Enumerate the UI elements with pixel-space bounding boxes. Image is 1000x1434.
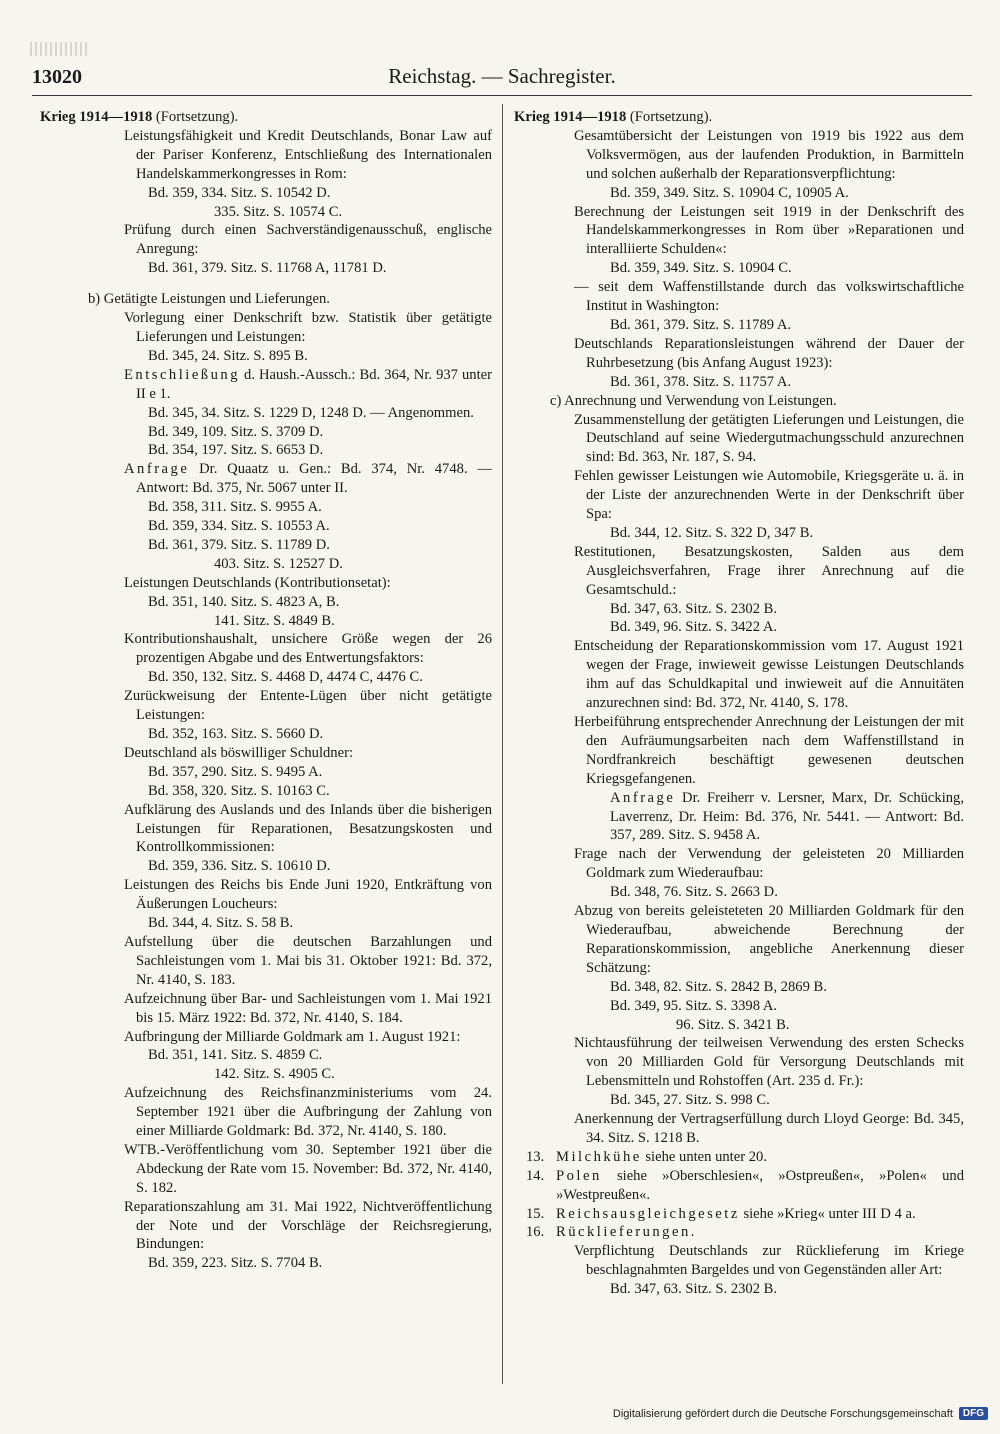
- entry-text: Kontributionshaushalt, unsichere Größe wegen der 26 prozentigen Abgabe und des Entwertungsfaktors:: [124, 631, 492, 667]
- entry-keyword: Milchkühe: [556, 1148, 642, 1165]
- index-entry: [40, 801, 492, 858]
- entry-text: 335. Sitz. S. 10574 C.: [214, 203, 343, 220]
- right-column: [514, 108, 964, 1299]
- section-heading: [40, 290, 492, 309]
- entry-text: Bd. 359, 223. Sitz. S. 7704 B.: [148, 1255, 323, 1272]
- reference-line: [40, 441, 492, 460]
- entry-text: Bd. 348, 76. Sitz. S. 2663 D.: [610, 884, 778, 901]
- index-entry: [514, 845, 964, 883]
- entry-text: Bd. 344, 12. Sitz. S. 322 D, 347 B.: [610, 524, 814, 541]
- entry-text: Entschließung: [124, 366, 240, 383]
- reference-line: [40, 423, 492, 442]
- entry-text: Aufzeichnung des Reichsfinanzministeriums vom 24. September 1921 über die Aufbringung der Zahlung von einer Milliarde Goldmark: Bd. 372, Nr. 4140, S. 180.: [124, 1085, 492, 1140]
- reference-line: [514, 883, 964, 902]
- index-entry: [514, 335, 964, 373]
- entry-text: Zurückweisung der Entente-Lügen über nicht getätigte Leistungen:: [124, 688, 492, 724]
- entry-body: [556, 1223, 964, 1242]
- page-number: 13020: [32, 66, 82, 88]
- entry-body: [556, 1205, 964, 1224]
- entry-text: d. Haush.-Aussch.: Bd. 364, Nr. 937 unter II e 1.: [136, 366, 492, 402]
- entry-number: 14.: [526, 1167, 545, 1184]
- index-entry: [40, 933, 492, 990]
- reference-line: [40, 593, 492, 612]
- entry-text: Entscheidung der Reparationskommission vom 17. August 1921 wegen der Frage, inwieweit gewisse Leistungen Deutschlands ihm auf das Schuldkapital und inwieweit auf die Annuitäten anzurechnen sind: Bd. 372, Nr. 4140, S. 178.: [574, 638, 964, 712]
- entry-text: Aufzeichnung über Bar- und Sachleistungen vom 1. Mai 1921 bis 15. März 1922: Bd. 372, Nr. 4140, S. 184.: [124, 990, 492, 1026]
- entry-text: Aufklärung des Auslands und des Inlands über die bisherigen Leistungen für Reparationen, Besatzungskosten und Kontrollkommissionen:: [124, 801, 492, 856]
- entry-text: Leistungen des Reichs bis Ende Juni 1920, Entkräftung von Äußerungen Loucheurs:: [124, 877, 492, 913]
- entry-text: Leistungsfähigkeit und Kredit Deutschlands, Bonar Law auf der Pariser Konferenz, Entschließung des Internationalen Handelskammerkongresses in Rom:: [124, 127, 492, 182]
- reference-line: [40, 1046, 492, 1065]
- reference-line: [514, 1091, 964, 1110]
- entry-text: siehe »Krieg« unter III D 4 a.: [739, 1205, 916, 1222]
- entry-text: Bd. 359, 336. Sitz. S. 10610 D.: [148, 858, 331, 875]
- entry-text: Anerkennung der Vertragserfüllung durch Lloyd George: Bd. 345, 34. Sitz. S. 1218 B.: [574, 1111, 964, 1146]
- entry-heading: [40, 108, 492, 127]
- reference-line: [40, 517, 492, 536]
- entry-text: Bd. 345, 24. Sitz. S. 895 B.: [148, 347, 308, 364]
- entry-text: Bd. 345, 27. Sitz. S. 998 C.: [610, 1092, 770, 1109]
- entry-text: WTB.-Veröffentlichung vom 30. September 1921 über die Abdeckung der Rate vom 15. November: Bd. 372, Nr. 4140, S. 182.: [124, 1141, 492, 1196]
- index-entry: [514, 1034, 964, 1091]
- index-entry: [40, 309, 492, 347]
- entry-text: Bd. 350, 132. Sitz. S. 4468 D, 4474 C, 4476 C.: [148, 669, 423, 686]
- index-entry: [514, 278, 964, 316]
- index-entry: [40, 221, 492, 259]
- entry-text: b) Getätigte Leistungen und Lieferungen.: [88, 291, 330, 308]
- entry-text: Reparationszahlung am 31. Mai 1922, Nichtveröffentlichung der Note und der Vorschläge der Reichsregierung, Bindungen:: [124, 1198, 492, 1253]
- entry-text: Bd. 358, 320. Sitz. S. 10163 C.: [148, 782, 330, 799]
- entry-text: Zusammenstellung der getätigten Lieferungen und Leistungen, die Deutschland auf seine Wiedergutmachungsschuld anzurechnen sind: Bd. 363, Nr. 187, S. 94.: [574, 411, 964, 466]
- entry-text: Prüfung durch einen Sachverständigenausschuß, englische Anregung:: [124, 222, 492, 258]
- entry-text: c) Anrechnung und Verwendung von Leistungen.: [550, 392, 837, 409]
- reference-line: [514, 600, 964, 619]
- entry-text: Verpflichtung Deutschlands zur Rücklieferung im Kriege beschlagnahmten Bargeldes und von Gegenständen aller Art:: [574, 1243, 964, 1279]
- index-entry: [514, 637, 964, 713]
- numbered-entry: [514, 1167, 964, 1205]
- left-column: [40, 108, 492, 1273]
- column-divider: [502, 104, 503, 1384]
- reference-line: [40, 536, 492, 555]
- spacer: [40, 278, 492, 290]
- reference-line: [514, 1016, 964, 1035]
- entry-text: (Fortsetzung).: [626, 109, 713, 125]
- entry-text: Bd. 361, 378. Sitz. S. 11757 A.: [610, 373, 792, 390]
- entry-text: Bd. 351, 140. Sitz. S. 4823 A, B.: [148, 593, 340, 610]
- entry-text: Abzug von bereits geleisteteten 20 Milliarden Goldmark für den Wiederaufbau, abweichende Berechnung der Reparationskommission, angebliche Anerkennung dieser Schätzung:: [574, 903, 964, 976]
- entry-text: Berechnung der Leistungen seit 1919 in der Denkschrift des Handelskammerkongresses in Rom über »Reparationen und interalliierte Schulden«:: [574, 203, 964, 258]
- page-header: [32, 62, 972, 98]
- reference-line: [40, 555, 492, 574]
- entry-text: Bd. 344, 4. Sitz. S. 58 B.: [148, 915, 294, 932]
- reference-line: [40, 184, 492, 203]
- entry-text: Bd. 358, 311. Sitz. S. 9955 A.: [148, 499, 322, 516]
- entry-keyword: Rücklieferungen.: [556, 1224, 697, 1241]
- running-head: Reichstag. — Sachregister.: [388, 64, 616, 88]
- entry-text: Bd. 349, 96. Sitz. S. 3422 A.: [610, 619, 778, 636]
- footer: [613, 1407, 988, 1420]
- entry-text: Bd. 347, 63. Sitz. S. 2302 B.: [610, 600, 778, 617]
- index-entry: [514, 1110, 964, 1148]
- index-entry: [40, 630, 492, 668]
- entry-text: Bd. 357, 290. Sitz. S. 9495 A.: [148, 763, 323, 780]
- entry-text: siehe unten unter 20.: [641, 1148, 767, 1165]
- reference-line: [514, 316, 964, 335]
- reference-line: [514, 259, 964, 278]
- footer-credit: Digitalisierung gefördert durch die Deutsche Forschungsgemeinschaft: [612, 1407, 953, 1420]
- entry-body: [556, 1167, 964, 1205]
- entry-heading: [514, 108, 964, 127]
- index-entry: [40, 574, 492, 593]
- entry-text: Bd. 354, 197. Sitz. S. 6653 D.: [148, 442, 324, 459]
- entry-text: Bd. 359, 349. Sitz. S. 10904 C, 10905 A.: [610, 184, 849, 201]
- entry-text: Bd. 361, 379. Sitz. S. 11789 D.: [148, 536, 330, 553]
- reference-line: [514, 373, 964, 392]
- reference-line: [40, 782, 492, 801]
- index-entry: [514, 411, 964, 468]
- entry-text: Dr. Quaatz u. Gen.: Bd. 374, Nr. 4748. — Antwort: Bd. 375, Nr. 5067 unter II.: [136, 461, 492, 497]
- index-entry: [40, 1198, 492, 1255]
- entry-text: Dr. Freiherr v. Lersner, Marx, Dr. Schücking, Laverrenz, Dr. Heim: Bd. 376, Nr. 5441. — Antwort: Bd. 357, 289. Sitz. S. 9458 A.: [610, 789, 964, 844]
- reference-line: [40, 1254, 492, 1273]
- reference-line: [40, 259, 492, 278]
- heading-keyword: Krieg 1914—1918: [40, 109, 153, 125]
- index-entry: [514, 467, 964, 524]
- index-entry: [40, 366, 492, 404]
- index-entry: [514, 203, 964, 260]
- entry-text: Gesamtübersicht der Leistungen von 1919 bis 1922 aus dem Volksvermögen, aus der laufenden Produktion, in Barmitteln und solchen außerhalb der Reparationsverpflichtung:: [574, 127, 964, 182]
- entry-number: 15.: [526, 1205, 545, 1222]
- entry-text: 141. Sitz. S. 4849 B.: [214, 612, 335, 629]
- entry-keyword: Reichsausgleichgesetz: [556, 1205, 740, 1222]
- entry-text: Bd. 348, 82. Sitz. S. 2842 B, 2869 B.: [610, 978, 827, 995]
- reference-line: [40, 857, 492, 876]
- index-entry: [40, 990, 492, 1028]
- entry-keyword: Polen: [556, 1167, 602, 1184]
- entry-text: Bd. 345, 34. Sitz. S. 1229 D, 1248 D. — Angenommen.: [148, 404, 474, 421]
- index-entry: [40, 1141, 492, 1198]
- reference-line: [40, 668, 492, 687]
- index-entry: [40, 127, 492, 184]
- entry-text: Bd. 361, 379. Sitz. S. 11768 A, 11781 D.: [148, 260, 387, 277]
- index-entry: [514, 713, 964, 789]
- index-entry: [40, 687, 492, 725]
- reference-line: [514, 618, 964, 637]
- entry-text: Aufstellung über die deutschen Barzahlungen und Sachleistungen vom 1. Mai bis 31. Oktober 1921: Bd. 372, Nr. 4140, S. 183.: [124, 933, 492, 988]
- reference-line: [514, 524, 964, 543]
- entry-text: 142. Sitz. S. 4905 C.: [214, 1066, 335, 1083]
- numbered-entry: [514, 1223, 964, 1242]
- index-entry: [40, 1028, 492, 1047]
- entry-text: Deutschland als böswilliger Schuldner:: [124, 744, 353, 761]
- entry-text: Restitutionen, Besatzungskosten, Salden aus dem Ausgleichsverfahren, Frage ihrer Anrechnung auf die Gesamtschuld.:: [574, 543, 964, 598]
- entry-body: [556, 1148, 964, 1167]
- reference-line: [40, 203, 492, 222]
- entry-text: Leistungen Deutschlands (Kontributionsetat):: [124, 574, 391, 591]
- entry-text: 96. Sitz. S. 3421 B.: [676, 1016, 790, 1033]
- section-heading: [514, 392, 964, 411]
- header-rule: [32, 95, 972, 96]
- entry-text: Herbeiführung entsprechender Anrechnung der Leistungen der mit den Aufräumungsarbeiten nach dem Waffenstillstand in Nordfrankreich beschäftigt gewesenen deutschen Kriegsgefangenen.: [574, 714, 964, 787]
- entry-text: Bd. 359, 334. Sitz. S. 10542 D.: [148, 184, 331, 201]
- reference-line: [40, 1065, 492, 1084]
- entry-text: Bd. 352, 163. Sitz. S. 5660 D.: [148, 726, 324, 742]
- index-entry: [514, 902, 964, 978]
- entry-text: Bd. 349, 95. Sitz. S. 3398 A.: [610, 997, 778, 1014]
- reference-line: [40, 763, 492, 782]
- entry-text: — seit dem Waffenstillstande durch das volkswirtschaftliche Institut in Washington:: [574, 279, 964, 315]
- reference-line: [40, 914, 492, 933]
- entry-text: Bd. 351, 141. Sitz. S. 4859 C.: [148, 1047, 323, 1064]
- entry-text: Bd. 361, 379. Sitz. S. 11789 A.: [610, 316, 792, 333]
- dfg-logo: DFG: [959, 1407, 988, 1420]
- reference-line: [40, 498, 492, 517]
- entry-text: Aufbringung der Milliarde Goldmark am 1. August 1921:: [124, 1028, 461, 1045]
- reference-line: [514, 997, 964, 1016]
- reference-line: [514, 789, 964, 846]
- reference-line: [40, 347, 492, 366]
- reference-line: [40, 612, 492, 631]
- print-speckle: [30, 42, 90, 56]
- reference-line: [40, 404, 492, 423]
- entry-text: (Fortsetzung).: [152, 109, 239, 125]
- entry-text: Anfrage: [124, 461, 190, 478]
- entry-text: Nichtausführung der teilweisen Verwendung des ersten Schecks von 20 Milliarden Gold für Versorgung Deutschlands mit Lebensmitteln und Rohstoffen (Art. 235 d. Fr.):: [574, 1035, 964, 1090]
- index-entry: [40, 744, 492, 763]
- entry-text: Frage nach der Verwendung der geleisteten 20 Milliarden Goldmark zum Wiederaufbau:: [574, 846, 964, 882]
- index-entry: [514, 543, 964, 600]
- entry-number: 13.: [526, 1148, 545, 1165]
- heading-keyword: Krieg 1914—1918: [514, 109, 627, 125]
- reference-line: [40, 725, 492, 744]
- entry-text: Bd. 359, 334. Sitz. S. 10553 A.: [148, 518, 330, 535]
- reference-line: [514, 1280, 964, 1299]
- numbered-entry: [514, 1148, 964, 1167]
- entry-text: Vorlegung einer Denkschrift bzw. Statistik über getätigte Lieferungen und Leistungen:: [124, 310, 492, 345]
- index-entry: [514, 1242, 964, 1280]
- entry-text: Deutschlands Reparationsleistungen während der Dauer der Ruhrbesetzung (bis Anfang August 1923):: [574, 335, 964, 371]
- entry-text: Anfrage: [610, 789, 676, 806]
- entry-text: Fehlen gewisser Leistungen wie Automobile, Kriegsgeräte u. ä. in der Liste der anzurechnenden Werte in der Denkschrift über Spa:: [574, 468, 964, 523]
- entry-text: 403. Sitz. S. 12527 D.: [214, 555, 343, 572]
- numbered-entry: [514, 1205, 964, 1224]
- entry-text: Bd. 359, 349. Sitz. S. 10904 C.: [610, 260, 792, 277]
- index-entry: [40, 1084, 492, 1141]
- entry-text: siehe »Oberschlesien«, »Ostpreußen«, »Polen« und »Westpreußen«.: [556, 1167, 964, 1203]
- reference-line: [514, 184, 964, 203]
- entry-text: Bd. 349, 109. Sitz. S. 3709 D.: [148, 423, 324, 440]
- index-entry: [514, 127, 964, 184]
- entry-text: Bd. 347, 63. Sitz. S. 2302 B.: [610, 1281, 778, 1298]
- index-entry: [40, 460, 492, 498]
- entry-number: 16.: [526, 1224, 545, 1241]
- reference-line: [514, 978, 964, 997]
- index-entry: [40, 876, 492, 914]
